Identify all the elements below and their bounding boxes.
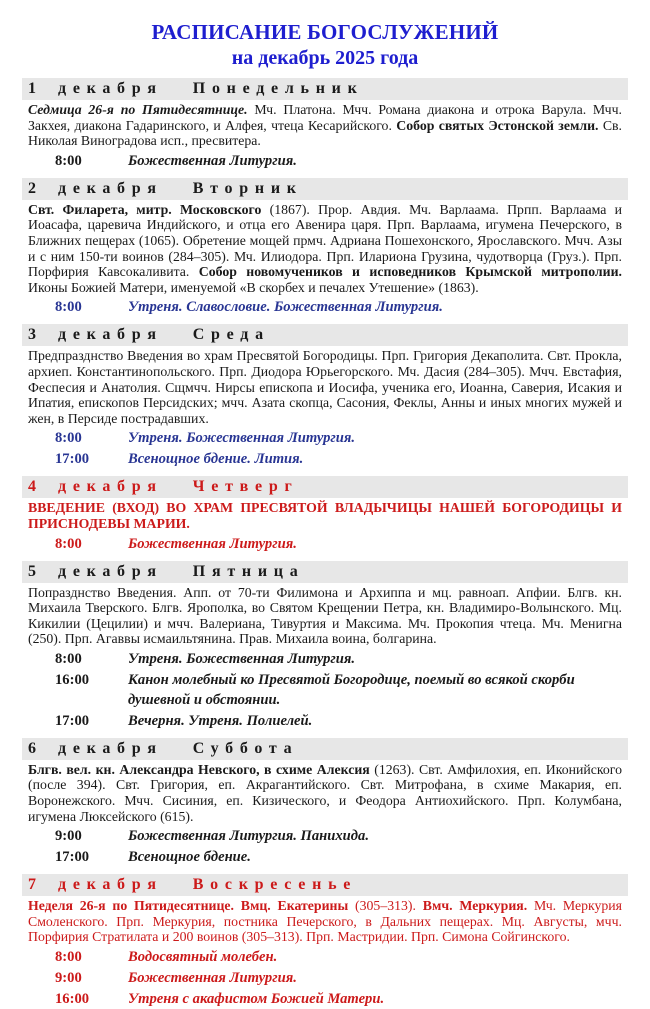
service-row — [28, 151, 622, 171]
page-subtitle: на декабрь 2025 года — [231, 47, 419, 69]
description-segment: Блгв. вел. кн. Александра Невского, в схиме Алексия — [28, 761, 370, 777]
description-segment: Мч. Меркурия Смоленского. Прп. Меркурия, постника Печерского, в Дальних пещерах. Мц. Августы, мчч. Порфирия Стратилата и 200 воинов (305–313). Прп. Мастридии. Прп. Симона Сойгинского. — [28, 898, 623, 945]
day-header — [22, 561, 628, 583]
day-weekday: Вторник — [192, 179, 303, 197]
service-time: 9:00 — [55, 828, 82, 845]
description-segment: Седмица 26-я по Пятидесятнице. — [28, 102, 248, 117]
service-text: Вечерня. Утреня. Полиелей. — [128, 712, 313, 729]
service-time: 16:00 — [55, 991, 90, 1008]
service-row — [28, 968, 622, 988]
day-header — [22, 78, 628, 100]
day-description — [28, 898, 622, 945]
day-number: 3 — [28, 326, 36, 344]
service-text: Утреня. Божественная Литургия. — [128, 430, 356, 447]
service-text: Утреня с акафистом Божией Матери. — [128, 991, 385, 1008]
service-time: 8:00 — [55, 650, 82, 667]
description-segment: Иконы Божией Матери, именуемой «В скорбех и печалех Утешение» (1863). — [28, 279, 479, 295]
description-segment: Предпразднство Введения во храм Пресвятой Богородицы. Прп. Григория Декаполита. Свт. Прокла, архиеп. Константинопольского. Прп. Диодора Юрьегорского. Мч. Дасия (284–305). Мчч. Евстафия, Феспесия и Анатолия. Сщмчч. Нирсы епископа и Иосифа, ученика его, Иоанна, Саверия, Исакия и Ипатия, епископов Персидских; мчч. Азата скопца, Сасония, Феклы, Анны и иных многих мужей и жен, в Персиде пострадавших. — [28, 348, 622, 426]
day-month: декабря — [58, 739, 163, 757]
service-time: 8:00 — [55, 535, 82, 552]
service-time: 8:00 — [55, 949, 82, 966]
description-segment: Свт. Филарета, митр. Московского — [28, 201, 262, 217]
day-header — [22, 324, 628, 346]
day-section — [28, 476, 622, 553]
description-segment: Попразднство Введения. Апп. от 70-ти Филимона и Архиппа и мц. равноап. Апфии. Блгв. кн. Михаила Тверского. Блгв. Ярополка, во Святом Крещении Петра, кн. Владимиро-Волынского. Мц. Кикилии (Цецилии) и мчч. Валериана, Тивуртия и Максима. Мч. Прокопия чтеца. Мч. Менигна (250). Прп. Агаввы исмаильтянина. Прав. Михаила воина, болгарина. — [28, 584, 622, 647]
service-row — [28, 826, 622, 846]
service-time: 8:00 — [55, 152, 82, 169]
day-number: 1 — [28, 80, 36, 97]
day-section — [28, 561, 622, 731]
day-number: 2 — [28, 179, 36, 197]
service-text: Божественная Литургия. — [128, 535, 297, 552]
description-segment: Мч. Платона. Мчч. Романа диакона и отрока Варула. Мчч. Закхея, диакона Гадаринского, и Алфея, чтеца Кесарийского. — [28, 102, 623, 133]
service-row — [28, 947, 622, 967]
day-section — [28, 874, 622, 1009]
service-row — [28, 847, 622, 867]
service-text: Божественная Литургия. Панихида. — [128, 828, 369, 845]
service-row — [28, 449, 622, 469]
description-segment: (1263). Свт. Амфилохия, еп. Иконийского (после 394). Свт. Григория, еп. Акрагантийского. Свт. Митрофана, в схиме Макария, еп. Воронежского. Мчч. Сисиния, еп. Кизического, и Феодора Антиохийского. Прп. Колумбана, игумена Люксейского (615). — [28, 761, 622, 824]
service-text: Утреня. Божественная Литургия. — [128, 650, 356, 667]
day-description — [28, 585, 622, 647]
service-time: 8:00 — [55, 299, 82, 316]
day-weekday: Суббота — [192, 739, 299, 757]
service-time: 16:00 — [55, 671, 90, 688]
day-section — [28, 738, 622, 867]
description-segment: Вмч. Меркурия. — [422, 898, 528, 914]
day-header — [22, 178, 628, 200]
service-row — [28, 711, 622, 731]
description-segment: ВВЕДЕНИЕ (ВХОД) ВО ХРАМ ПРЕСВЯТОЙ ВЛАДЫЧИЦЫ НАШЕЙ БОГОРОДИЦЫ И ПРИСНОДЕВЫ МАРИИ. — [28, 500, 622, 531]
service-text: Канон молебный ко Пресвятой Богородице, поемый во всякой скорби душевной и обстоянии. — [128, 671, 575, 708]
day-section — [28, 324, 622, 469]
service-text: Божественная Литургия. — [128, 970, 297, 987]
day-description — [28, 202, 622, 296]
day-month: декабря — [58, 562, 163, 580]
service-time: 17:00 — [55, 451, 90, 468]
day-description — [28, 500, 622, 531]
day-month: декабря — [58, 478, 163, 496]
service-row — [28, 428, 622, 448]
service-row — [28, 670, 622, 710]
service-row — [28, 989, 622, 1009]
day-number: 4 — [28, 478, 36, 496]
description-segment: Собор новомучеников и исповедников Крымской митрополии. — [198, 264, 622, 280]
page-title: РАСПИСАНИЕ БОГОСЛУЖЕНИЙ — [151, 20, 499, 44]
service-text: Божественная Литургия. — [128, 152, 297, 169]
description-segment: Неделя 26-я по Пятидесятнице. Вмц. Екатерины — [28, 898, 349, 914]
day-weekday: Четверг — [192, 478, 299, 496]
day-number: 5 — [28, 562, 36, 580]
service-text: Всенощное бдение. Лития. — [128, 451, 304, 468]
day-weekday: Пятница — [192, 562, 305, 580]
day-month: декабря — [58, 179, 163, 197]
day-weekday: Понедельник — [192, 80, 364, 97]
day-section — [28, 78, 622, 171]
service-text: Водосвятный молебен. — [128, 949, 278, 966]
service-row — [28, 534, 622, 554]
day-header — [22, 874, 628, 896]
service-row — [28, 649, 622, 669]
service-text: Всенощное бдение. — [128, 849, 251, 866]
day-description — [28, 762, 622, 824]
service-time: 17:00 — [55, 849, 90, 866]
description-segment: Св. Николая Виноградова исп., пресвитера. — [28, 117, 622, 149]
days-container — [28, 78, 622, 1009]
day-description — [28, 102, 622, 149]
day-month: декабря — [58, 80, 163, 97]
service-time: 8:00 — [55, 430, 82, 447]
day-weekday: Среда — [192, 326, 270, 344]
service-text: Утреня. Славословие. Божественная Литургия. — [128, 299, 443, 316]
description-segment: (305–313). — [348, 898, 423, 914]
service-time: 17:00 — [55, 712, 90, 729]
day-number: 6 — [28, 739, 36, 757]
day-month: декабря — [58, 876, 163, 894]
description-segment: (1867). Прор. Авдия. Мч. Варлаама. Прпп. Варлаама и Иоасафа, царевича Индийского, и отца его Авенира царя. Прп. Варлаама, игумена Печерского, в Ближних пещерах (1065). Обретение мощей прмч. Адриана Пошехонского, Ярославского. Мчч. Азы и с ним 150-ти воинов (284–305). Мч. Илиодора. Прп. Илариона Грузина, чудотворца (Груз.). Прп. Порфирия Кавсокаливита. — [28, 201, 623, 280]
day-month: декабря — [58, 326, 163, 344]
day-number: 7 — [28, 876, 36, 894]
service-time: 9:00 — [55, 970, 82, 987]
day-header — [22, 738, 628, 760]
day-weekday: Воскресенье — [192, 876, 358, 894]
day-description — [28, 348, 622, 426]
service-row — [28, 297, 622, 317]
description-segment: Собор святых Эстонской земли. — [396, 117, 599, 133]
day-section — [28, 178, 622, 318]
day-header — [22, 476, 628, 498]
